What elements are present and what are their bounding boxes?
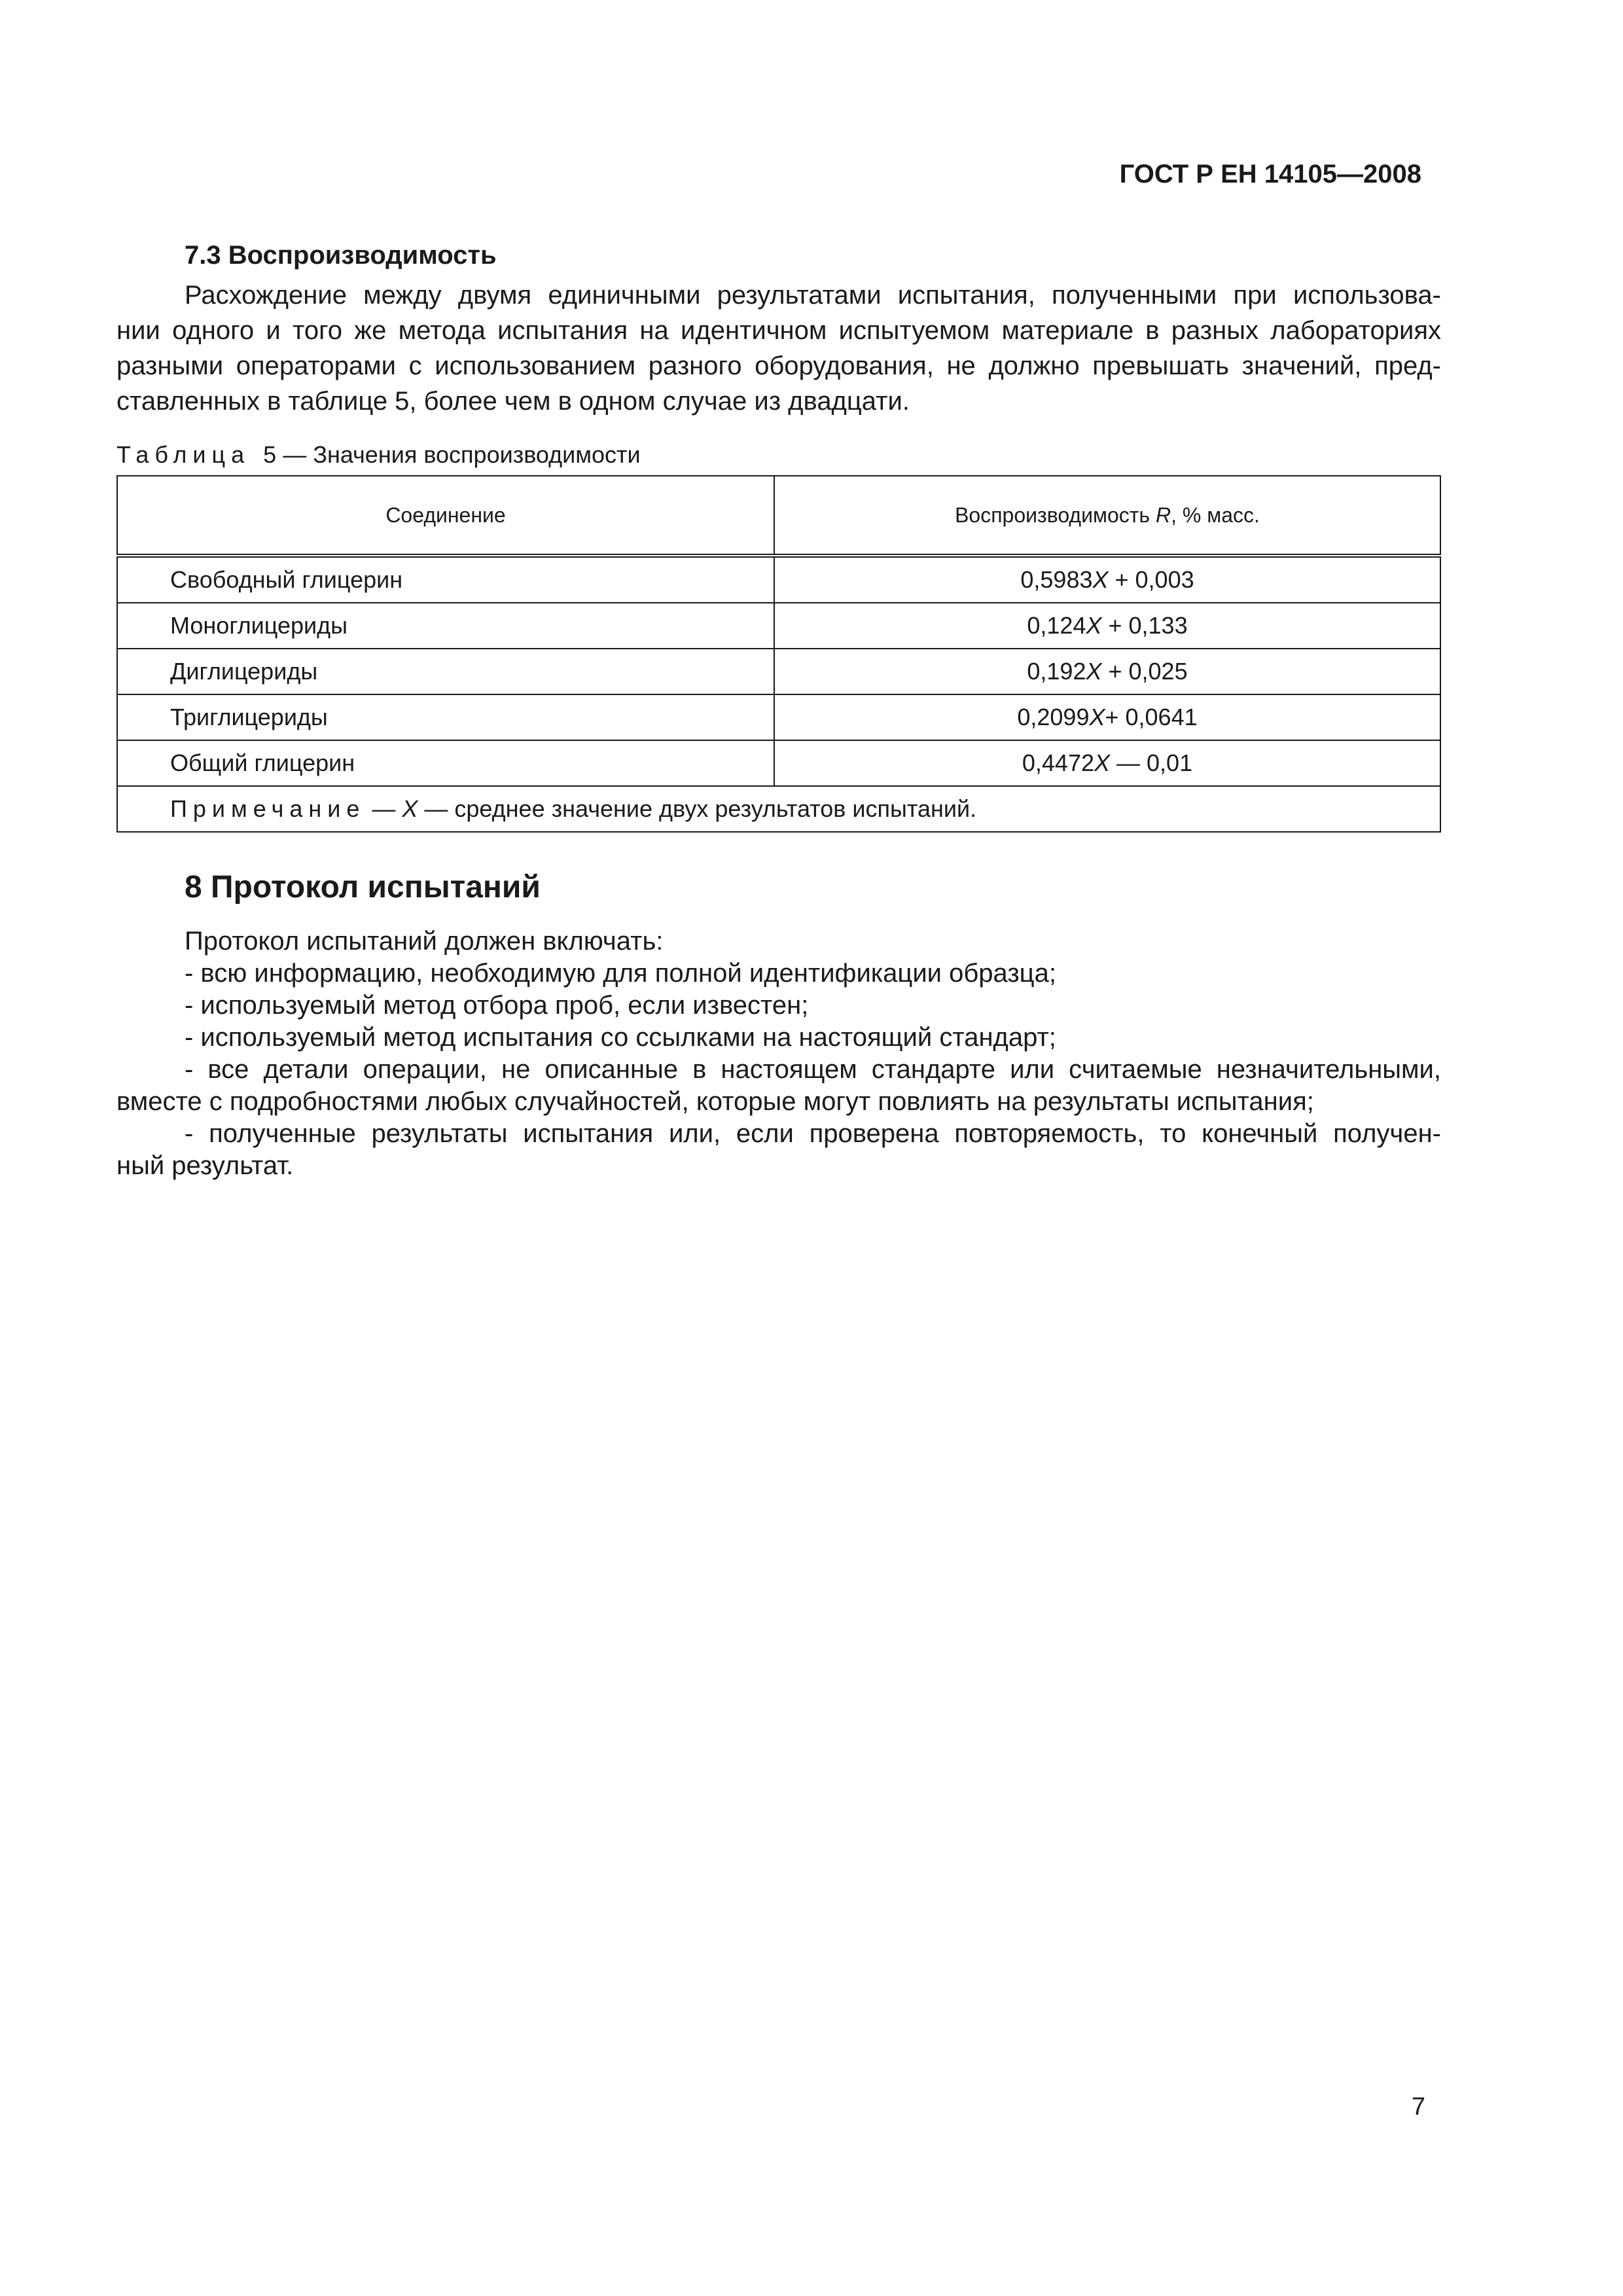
formula-symbol: X [1094,749,1111,776]
formula-symbol: X [1092,566,1109,593]
list-item: - всю информацию, необходимую для полной идентификации образца; [185,959,1056,988]
table-header-row [117,476,1440,556]
table-row [117,740,1440,786]
formula-coef: 0,124 [1027,612,1086,639]
paragraph-line: ставленных в таблице 5, более чем в одном случае из двадцати. [116,387,910,416]
column-header-prefix: Воспроизводимость [955,503,1156,527]
compound-cell: Триглицериды [117,694,774,740]
table-note-row [117,786,1440,832]
formula-coef: 0,2099 [1017,704,1090,730]
section-7-3-paragraph [116,278,1441,419]
note-text: — среднее значение двух результатов испытаний. [418,795,977,822]
column-header-symbol: R [1155,503,1171,527]
table-5-caption [116,441,641,469]
table-note [117,786,1440,832]
note-dash: — [365,795,402,822]
formula-cell [774,740,1440,786]
list-item: - полученные результаты испытания или, если проверена повторяемость, то конечный получен- [185,1119,1441,1148]
table-row [117,694,1440,740]
formula-cell [774,556,1440,603]
table-caption-text: 5 — Значения воспроизводимости [263,441,641,468]
compound-cell: Общий глицерин [117,740,774,786]
compound-cell: Диглицериды [117,649,774,694]
paragraph-line: нии одного и того же метода испытания на идентичном испытуемом материале в разных лабораториях [116,316,1441,345]
column-header-reproducibility [774,476,1440,556]
formula-coef: 0,192 [1027,658,1086,685]
paragraph-line: разными операторами с использованием разного оборудования, не должно превышать значений, пред- [116,351,1441,380]
list-item: - используемый метод отбора проб, если известен; [185,991,809,1020]
list-item: - все детали операции, не описанные в настоящем стандарте или считаемые незначительными, [185,1055,1441,1084]
table-row [117,603,1440,649]
formula-rest: + 0,133 [1101,612,1188,639]
formula-rest: + 0,025 [1101,658,1188,685]
list-item-continuation: ный результат. [116,1151,294,1180]
section-7-3-title: 7.3 Воспроизводимость [185,241,497,270]
formula-cell [774,694,1440,740]
document-code: ГОСТ Р ЕН 14105—2008 [1119,160,1421,188]
section-8-body [116,925,1441,1182]
formula-symbol: X [1089,704,1105,730]
compound-cell: Моноглицериды [117,603,774,649]
formula-rest: — 0,01 [1110,749,1193,776]
formula-symbol: X [1086,612,1102,639]
column-header-suffix: , % масс. [1171,503,1260,527]
paragraph-line: Расхождение между двумя единичными результатами испытания, полученными при использова- [185,281,1441,310]
list-item: - используемый метод испытания со ссылками на настоящий стандарт; [185,1023,1056,1052]
note-label: Примечание [170,795,366,822]
formula-rest: + 0,003 [1108,566,1194,593]
formula-coef: 0,5983 [1020,566,1093,593]
list-item-continuation: вместе с подробностями любых случайностей, которые могут повлиять на результаты испытания; [116,1087,1314,1116]
formula-rest: + 0,0641 [1105,704,1198,730]
list-intro: Протокол испытаний должен включать: [185,927,664,956]
note-symbol: X [402,795,418,822]
table-row [117,649,1440,694]
page-number: 7 [1411,2093,1425,2121]
table-caption-label: Таблица [116,441,251,468]
compound-cell: Свободный глицерин [117,556,774,603]
formula-cell [774,603,1440,649]
section-8-title: 8 Протокол испытаний [185,870,541,905]
column-header-compound: Соединение [117,476,774,556]
table-row [117,556,1440,603]
formula-coef: 0,4472 [1022,749,1094,776]
table-5 [116,475,1441,833]
formula-cell [774,649,1440,694]
formula-symbol: X [1086,658,1102,685]
